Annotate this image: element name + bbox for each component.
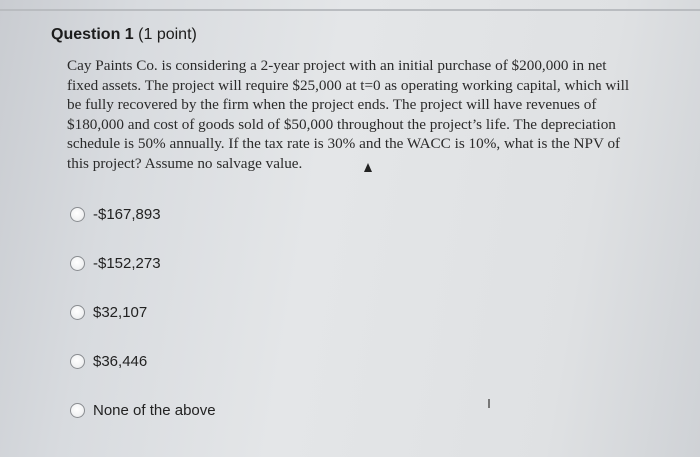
question-number: Question 1 [51,26,134,43]
radio-button-icon[interactable] [70,256,85,271]
answer-option-label: $36,446 [93,352,148,370]
top-divider [0,9,700,11]
screen-glare-mark [488,399,490,408]
radio-button-icon[interactable] [70,207,85,222]
answer-option-5[interactable] [70,399,216,421]
answer-option-4[interactable] [70,350,147,372]
radio-button-icon[interactable] [70,403,85,418]
radio-button-icon[interactable] [70,354,85,369]
question-points: (1 point) [138,26,197,43]
question-line: Cay Paints Co. is considering a 2-year project with an initial purchase of $200,000 in net [67,57,607,74]
question-line: schedule is 50% annually. If the tax rate is 30% and the WACC is 10%, what is the NPV of [67,135,621,153]
answer-option-label: -$167,893 [93,205,161,223]
answer-option-2[interactable] [70,252,161,274]
question-line: be fully recovered by the firm when the project ends. The project will have revenues of [67,96,597,114]
question-line: fixed assets. The project will require $25,000 at t=0 as operating working capital, which will [67,76,630,94]
answer-option-label: None of the above [93,401,216,419]
answer-option-1[interactable] [70,203,161,225]
answer-option-label: -$152,273 [93,254,161,272]
answer-option-3[interactable] [70,301,147,323]
question-line: this project? Assume no salvage value. [67,154,303,172]
answer-option-label: $32,107 [93,303,148,321]
question-header [51,26,197,44]
radio-button-icon[interactable] [70,305,85,320]
question-line: $180,000 and cost of goods sold of $50,000 throughout the project’s life. The depreciation [67,115,616,133]
question-text [67,56,667,174]
mouse-pointer-icon [364,163,372,172]
